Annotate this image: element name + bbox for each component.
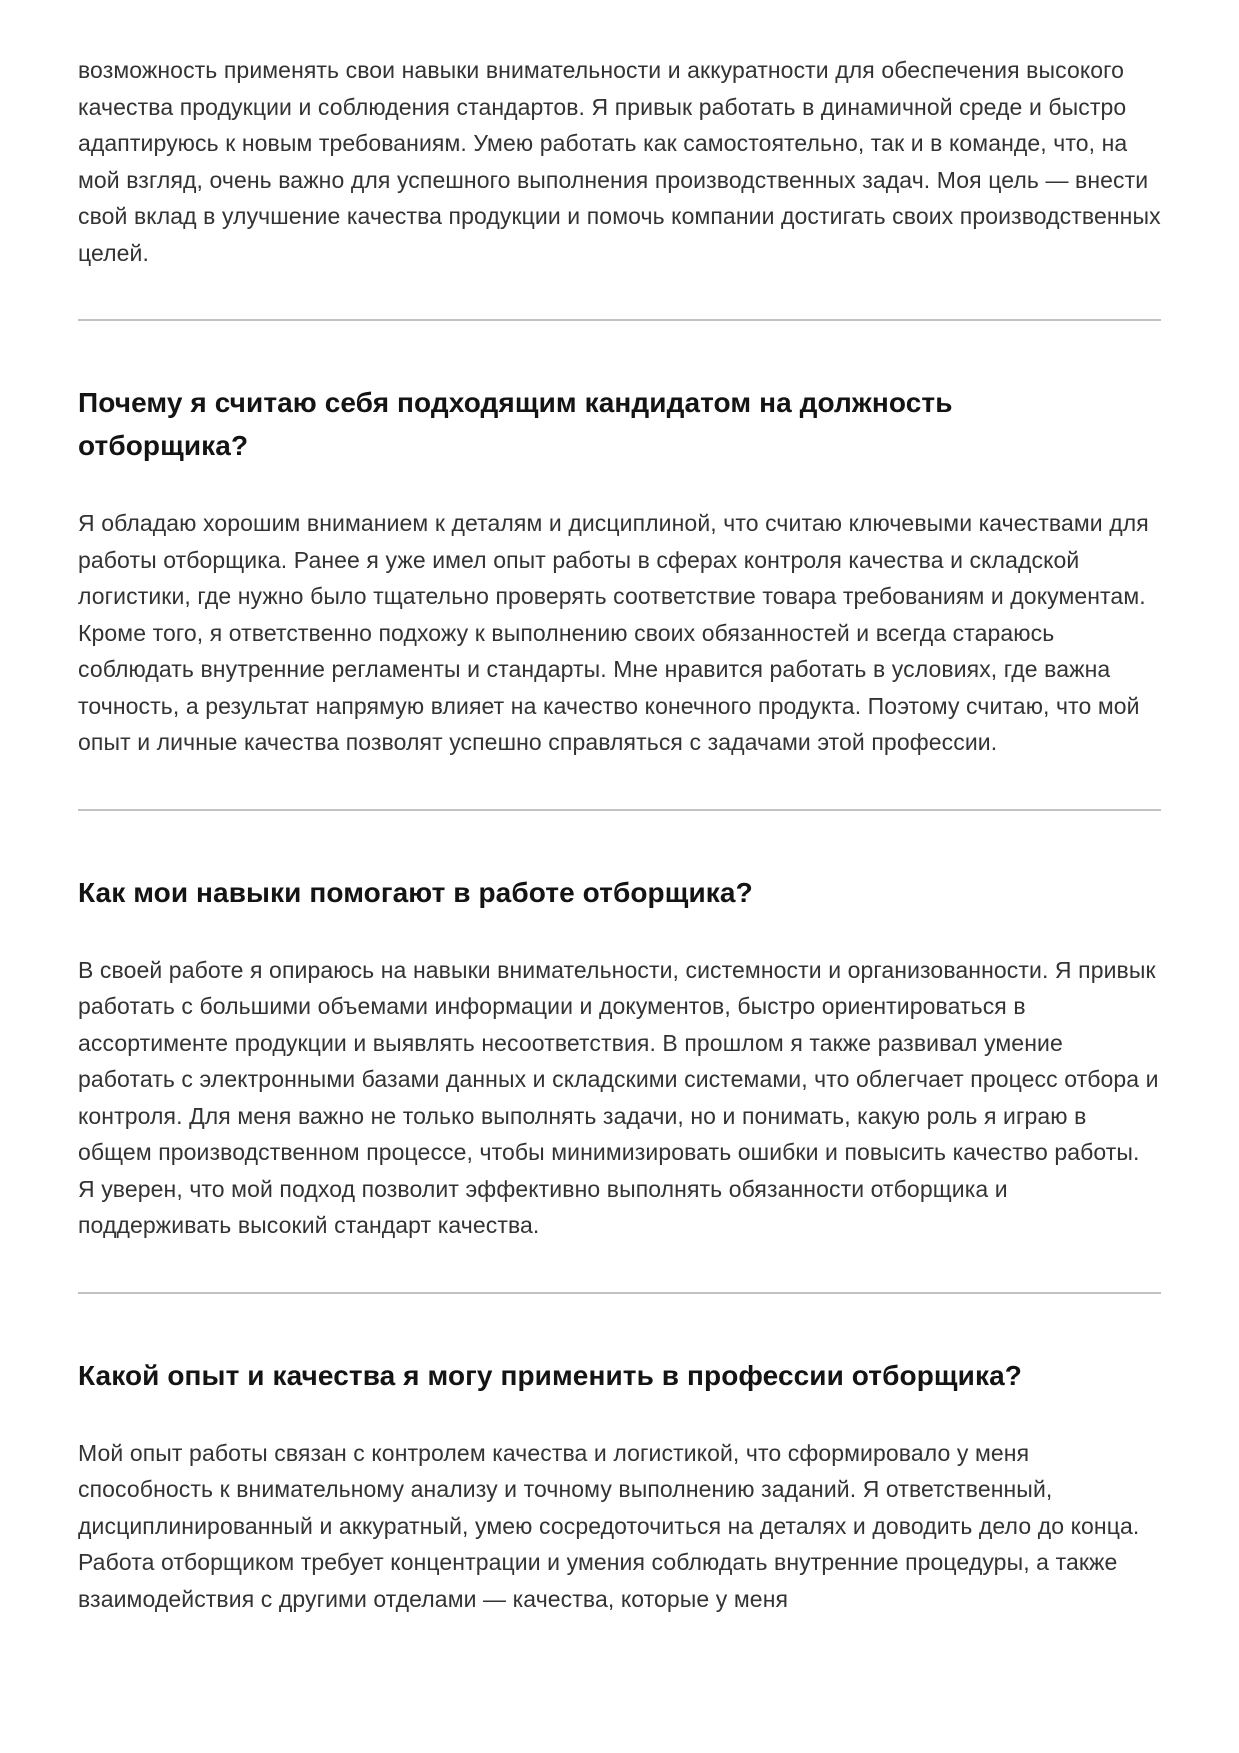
section-paragraph-1: Я обладаю хорошим вниманием к деталям и дисциплиной, что считаю ключевыми качествами для работы отборщика. Ранее я уже имел опыт работы в сферах контроля качества и складской логистики, где нужно было тщательно проверять соответствие товара требованиям и документам. Кроме того, я ответственно подхожу к выполнению своих обязанностей и всегда стараюсь соблюдать внутренние регламенты и стандарты. Мне нравится работать в условиях, где важна точность, а результат напрямую влияет на качество конечного продукта. Поэтому считаю, что мой опыт и личные качества позволят успешно справляться с задачами этой профессии. [78, 510, 1149, 755]
intro-paragraph: возможность применять свои навыки внимательности и аккуратности для обеспечения высокого качества продукции и соблюдения стандартов. Я привык работать в динамичной среде и быстро адаптируюсь к новым требованиям. Умею работать как самостоятельно, так и в команде, что, на мой взгляд, очень важно для успешного выполнения производственных задач. Моя цель — внести свой вклад в улучшение качества продукции и помочь компании достигать своих производственных целей. [78, 57, 1161, 266]
section-divider [78, 319, 1161, 321]
section-divider [78, 1292, 1161, 1294]
section-divider [78, 809, 1161, 811]
section-heading-3: Какой опыт и качества я могу применить в профессии отборщика? [78, 1359, 1022, 1391]
section-heading-1: Почему я считаю себя подходящим кандидатом на должность отборщика? [78, 387, 953, 461]
section-heading-2: Как мои навыки помогают в работе отборщика? [78, 876, 753, 908]
section-paragraph-2: В своей работе я опираюсь на навыки внимательности, системности и организованности. Я привык работать с большими объемами информации и документов, быстро ориентироваться в ассортименте продукции и выявлять несоответствия. В прошлом я также развивал умение работать с электронными базами данных и складскими системами, что облегчает процесс отбора и контроля. Для меня важно не только выполнять задачи, но и понимать, какую роль я играю в общем производственном процессе, чтобы минимизировать ошибки и повысить качество работы. Я уверен, что мой подход позволит эффективно выполнять обязанности отборщика и поддерживать высокий стандарт качества. [78, 956, 1159, 1238]
section-paragraph-3: Мой опыт работы связан с контролем качества и логистикой, что сформировало у меня способность к внимательному анализу и точному выполнению заданий. Я ответственный, дисциплинированный и аккуратный, умею сосредоточиться на деталях и доводить дело до конца. Работа отборщиком требует концентрации и умения соблюдать внутренние процедуры, а также взаимодействия с другими отделами — качества, которые у меня [78, 1439, 1140, 1612]
